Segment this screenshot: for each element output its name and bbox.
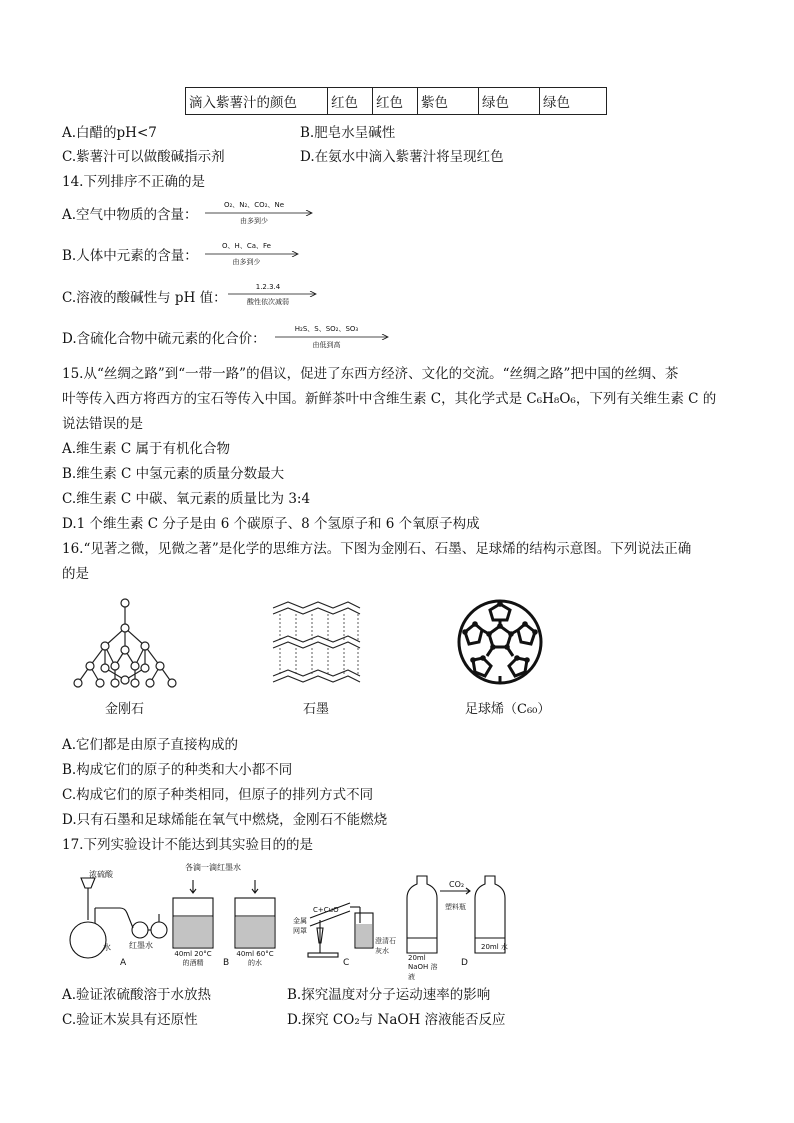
graphite-caption: 石墨 — [303, 702, 330, 717]
color-table — [185, 87, 607, 115]
fig-label-d: D — [461, 958, 468, 968]
table-row-label: 滴入紫薯汁的颜色 — [186, 88, 328, 115]
table-cell: 绿色 — [540, 88, 607, 115]
table-cell: 红色 — [373, 88, 418, 115]
q14-option-b: B.人体中元素的含量： — [62, 248, 198, 264]
q15-line-1: 15.从“丝绸之路”到“一带一路”的倡议，促进了东西方经济、文化的交流。“丝绸之路”把中国的丝绸、茶 — [62, 366, 679, 382]
q15-option-a: A.维生素 C 属于有机化合物 — [62, 441, 230, 457]
q15-option-c: C.维生素 C 中碳、氧元素的质量比为 3:4 — [62, 491, 311, 507]
q17-option-a: A.验证浓硫酸溶于水放热 — [62, 987, 212, 1003]
q14-a-arrow — [205, 200, 315, 226]
label-naoh: 20ml NaOH 溶液 — [408, 954, 438, 981]
c60-structure-figure — [455, 596, 545, 688]
q17-option-c: C.验证木炭具有还原性 — [62, 1012, 198, 1028]
apparatus-drawing — [65, 858, 525, 970]
q15-option-b: B.维生素 C 中氢元素的质量分数最大 — [62, 466, 285, 482]
label-water-20: 20ml 水 — [481, 943, 508, 951]
q14-option-c: C.溶液的酸碱性与 pH 值： — [62, 290, 227, 306]
diamond-structure-figure — [70, 598, 180, 690]
q13-option-c: C.紫薯汁可以做酸碱指示剂 — [62, 149, 225, 165]
q14-option-d: D.含硫化合物中硫元素的化合价： — [62, 331, 266, 347]
label-cuo: C+CuO — [313, 906, 339, 914]
label-red-ink: 红墨水 — [129, 941, 153, 950]
q14-c-arrow — [228, 283, 318, 307]
q13-option-a: A.白醋的pH<7 — [62, 125, 157, 141]
label-gauze: 金属网罩 — [293, 917, 307, 935]
label-drops: 各滴一滴红墨水 — [185, 863, 241, 872]
label-acid: 浓硫酸 — [89, 870, 113, 879]
q16-option-b: B.构成它们的原子的种类和大小都不同 — [62, 762, 293, 778]
q14-d-arrow — [275, 324, 390, 350]
q16-option-a: A.它们都是由原子直接构成的 — [62, 737, 239, 753]
q13-option-d: D.在氨水中滴入紫薯汁将呈现红色 — [300, 149, 504, 165]
diamond-caption: 金刚石 — [105, 702, 145, 717]
label-limewater: 澄清石灰水 — [375, 937, 396, 955]
q16-line-2: 的是 — [62, 566, 89, 582]
arrow-bottom-text: 由多到少 — [240, 217, 268, 225]
q16-line-1: 16.“见著之微，见微之著”是化学的思维方法。下图为金刚石、石墨、足球烯的结构示意图。下列说法正确 — [62, 541, 692, 557]
arrow-bottom-text: 酸性依次减弱 — [247, 298, 289, 306]
c60-caption: 足球烯（C₆₀） — [465, 702, 551, 717]
q17-stem: 17.下列实验设计不能达到其实验目的的是 — [62, 837, 313, 853]
arrow-top-text: O₂、N₂、CO₂、Ne — [223, 201, 285, 209]
table-cell: 紫色 — [418, 88, 479, 115]
arrow-top-text: 1.2.3.4 — [255, 283, 281, 291]
q15-option-d: D.1 个维生素 C 分子是由 6 个碳原子、8 个氢原子和 6 个氧原子构成 — [62, 516, 480, 532]
table-cell: 绿色 — [479, 88, 540, 115]
q14-option-a: A.空气中物质的含量： — [62, 207, 198, 223]
fig-label-c: C — [343, 958, 350, 968]
arrow-bottom-text: 由低到高 — [312, 341, 341, 349]
q16-option-d: D.只有石墨和足球烯能在氧气中燃烧，金刚石不能燃烧 — [62, 812, 388, 828]
q15-line-3: 说法错误的是 — [62, 416, 143, 432]
label-water: 水 — [103, 943, 111, 952]
q16-option-c: C.构成它们的原子种类相同，但原子的排列方式不同 — [62, 787, 374, 803]
q15-line-2: 叶等传入西方将西方的宝石等传入中国。新鲜茶叶中含维生素 C，其化学式是 C₆H₈O₆，下列有关维生素 C 的 — [62, 391, 717, 407]
label-beaker-2: 40ml 60°C 的水 — [236, 950, 274, 967]
label-co2: CO₂ — [449, 880, 465, 889]
arrow-bottom-text: 由多到少 — [232, 258, 261, 266]
q17-option-b: B.探究温度对分子运动速率的影响 — [287, 987, 491, 1003]
arrow-top-text: O、H、Ca、Fe — [222, 242, 271, 250]
graphite-structure-figure — [268, 598, 363, 688]
fig-label-a: A — [120, 958, 127, 968]
q17-experiments-figure — [65, 858, 525, 981]
fig-label-b: B — [223, 958, 230, 968]
table-cell: 红色 — [328, 88, 373, 115]
q13-option-b: B.肥皂水呈碱性 — [300, 125, 396, 141]
q14-stem: 14.下列排序不正确的是 — [62, 174, 205, 190]
arrow-top-text: H₂S、S、SO₂、SO₃ — [294, 325, 359, 333]
label-bottle: 塑料瓶 — [445, 903, 466, 911]
q17-option-d: D.探究 CO₂与 NaOH 溶液能否反应 — [287, 1012, 506, 1028]
label-beaker-1: 40ml 20°C 的酒精 — [174, 950, 212, 967]
q14-b-arrow — [205, 241, 300, 267]
